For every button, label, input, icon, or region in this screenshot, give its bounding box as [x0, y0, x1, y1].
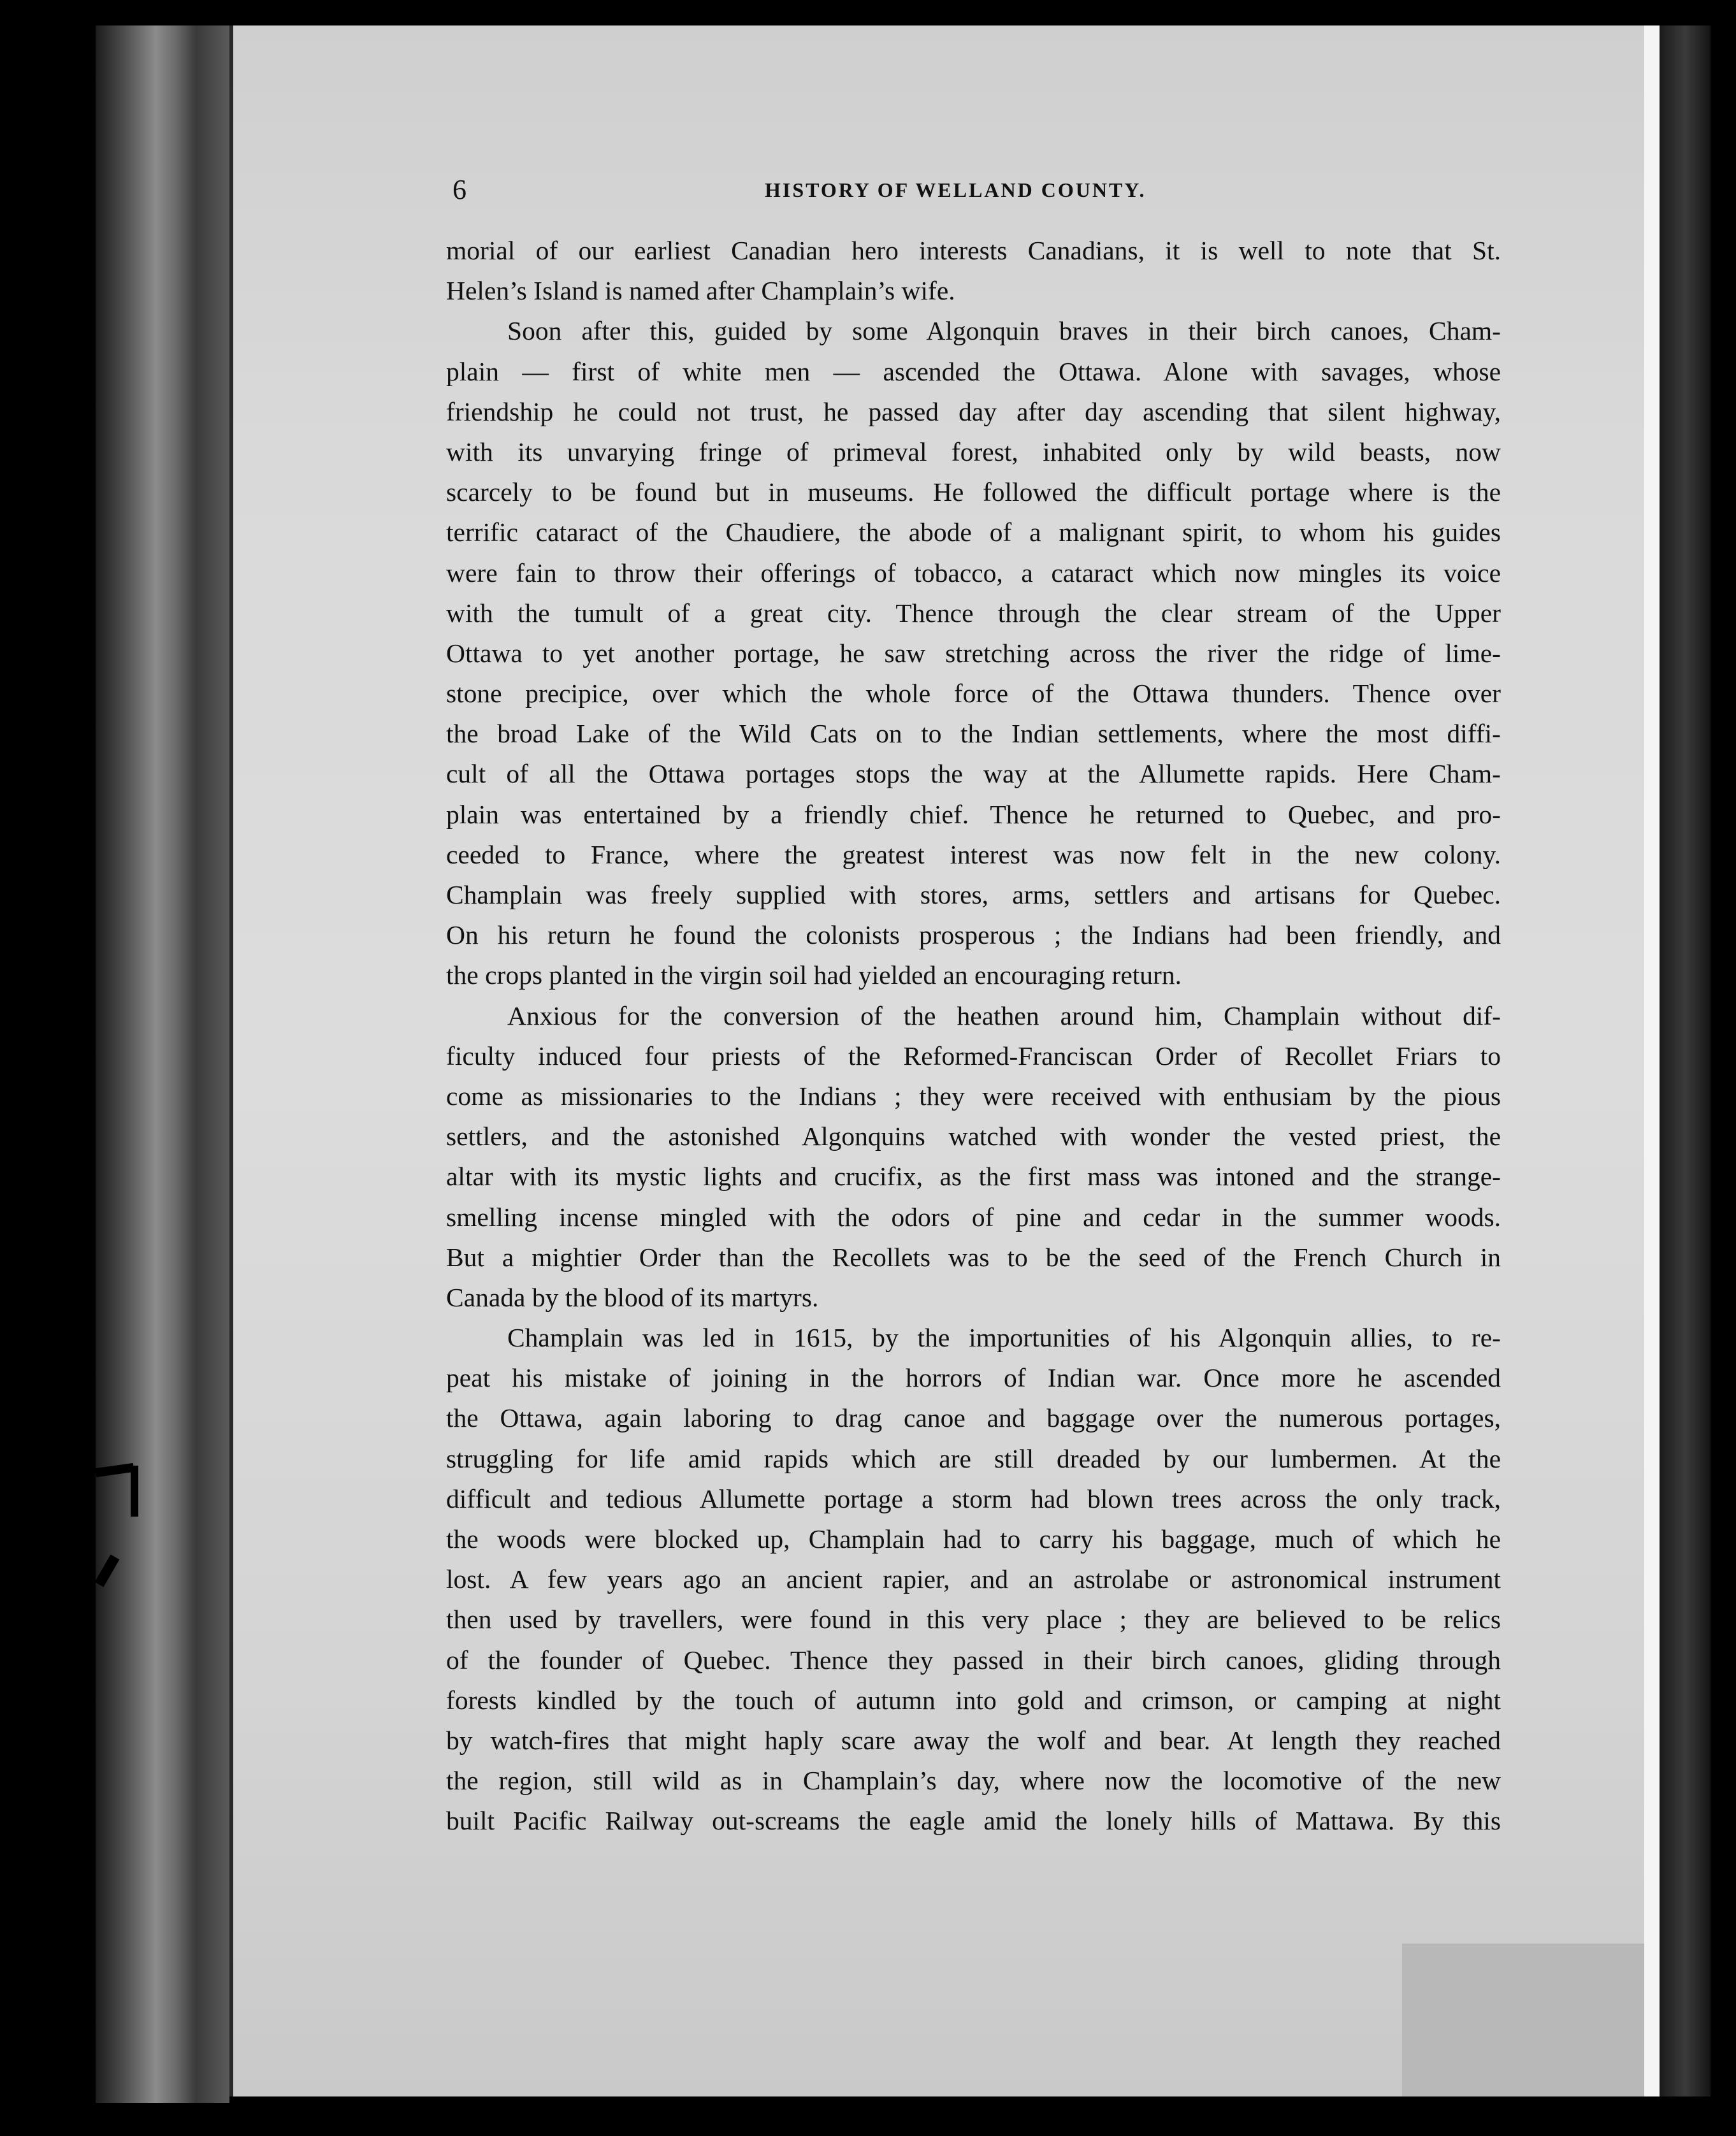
text-line: Champlain was led in 1615, by the importunities of his Algonquin allies, to re- — [507, 1323, 1501, 1353]
text-line: Canada by the blood of its martyrs. — [446, 1282, 819, 1312]
text-line: the broad Lake of the Wild Cats on to the Indian settlements, where the most diffi- — [446, 719, 1501, 749]
body-text — [446, 231, 1501, 1842]
text-line: peat his mistake of joining in the horrors of Indian war. Once more he ascended — [446, 1363, 1501, 1393]
text-line: of the founder of Quebec. Thence they passed in their birch canoes, gliding through — [446, 1645, 1501, 1675]
page-right-edge — [1644, 25, 1660, 2096]
text-line: plain was entertained by a friendly chief. Thence he returned to Quebec, and pro- — [446, 799, 1501, 829]
text-line: scarcely to be found but in museums. He followed the difficult portage where is the — [446, 477, 1501, 507]
scan-right-border — [1660, 25, 1711, 2096]
page-corner-shade — [1402, 1944, 1644, 2096]
text-line: built Pacific Railway out-screams the eagle amid the lonely hills of Mattawa. By this — [446, 1806, 1501, 1836]
text-line: morial of our earliest Canadian hero interests Canadians, it is well to note that St. — [446, 236, 1501, 265]
text-line: Ottawa to yet another portage, he saw stretching across the river the ridge of lime- — [446, 638, 1501, 668]
text-line: by watch-fires that might haply scare away the wolf and bear. At length they reached — [446, 1725, 1501, 1755]
ink-mark — [13, 389, 24, 414]
text-line: forests kindled by the touch of autumn into gold and crimson, or camping at night — [446, 1685, 1501, 1715]
running-title: HISTORY OF WELLAND COUNTY. — [765, 178, 1146, 201]
text-line: smelling incense mingled with the odors of pine and cedar in the summer woods. — [446, 1202, 1501, 1232]
text-line: cult of all the Ottawa portages stops the way at the Allumette rapids. Here Cham- — [446, 759, 1501, 789]
text-line: plain — first of white men — ascended the Ottawa. Alone with savages, whose — [446, 356, 1501, 386]
text-line: On his return he found the colonists prosperous ; the Indians had been friendly, and — [446, 920, 1501, 950]
text-line: Champlain was freely supplied with stores, arms, settlers and artisans for Quebec. — [446, 880, 1501, 909]
text-line: with the tumult of a great city. Thence through the clear stream of the Upper — [446, 598, 1501, 628]
text-line: then used by travellers, were found in this very place ; they are believed to be relics — [446, 1605, 1501, 1634]
text-line: difficult and tedious Allumette portage a storm had blown trees across the only track, — [446, 1483, 1501, 1513]
text-line: the Ottawa, again laboring to drag canoe and baggage over the numerous portages, — [446, 1403, 1501, 1433]
page-binding-edge — [96, 25, 229, 2103]
text-line: lost. A few years ago an ancient rapier, and an astrolabe or astronomical instrument — [446, 1564, 1501, 1594]
ink-mark — [131, 1466, 138, 1517]
text-line: ceeded to France, where the greatest interest was now felt in the new colony. — [446, 839, 1501, 869]
text-line: the crops planted in the virgin soil had yielded an encouraging return. — [446, 960, 1182, 990]
text-line: stone precipice, over which the whole force of the Ottawa thunders. Thence over — [446, 679, 1501, 709]
text-line: Anxious for the conversion of the heathen around him, Champlain without dif- — [507, 1000, 1501, 1030]
text-line: struggling for life amid rapids which are still dreaded by our lumbermen. At the — [446, 1443, 1501, 1473]
text-line: altar with its mystic lights and crucifix, as the first mass was intoned and the strange- — [446, 1162, 1501, 1192]
text-line: friendship he could not trust, he passed day after day ascending that silent highway, — [446, 396, 1501, 426]
text-line: settlers, and the astonished Algonquins watched with wonder the vested priest, the — [446, 1122, 1501, 1151]
text-line: were fain to throw their offerings of tobacco, a cataract which now mingles its voice — [446, 558, 1501, 588]
text-line: terrific cataract of the Chaudiere, the abode of a malignant spirit, to whom his guides — [446, 517, 1501, 547]
text-line: with its unvarying fringe of primeval forest, inhabited only by wild beasts, now — [446, 437, 1501, 466]
text-line: ficulty induced four priests of the Reformed-Franciscan Order of Recollet Friars to — [446, 1041, 1501, 1071]
text-line: Soon after this, guided by some Algonquin braves in their birch canoes, Cham- — [507, 316, 1501, 346]
text-line: the woods were blocked up, Champlain had to carry his baggage, much of which he — [446, 1524, 1501, 1554]
text-line: the region, still wild as in Champlain’s day, where now the locomotive of the new — [446, 1766, 1501, 1796]
text-line: Helen’s Island is named after Champlain’s wife. — [446, 276, 955, 306]
text-line: come as missionaries to the Indians ; they were received with enthusiam by the pious — [446, 1081, 1501, 1111]
page-number: 6 — [452, 174, 467, 205]
text-line: But a mightier Order than the Recollets was to be the seed of the French Church in — [446, 1242, 1501, 1272]
